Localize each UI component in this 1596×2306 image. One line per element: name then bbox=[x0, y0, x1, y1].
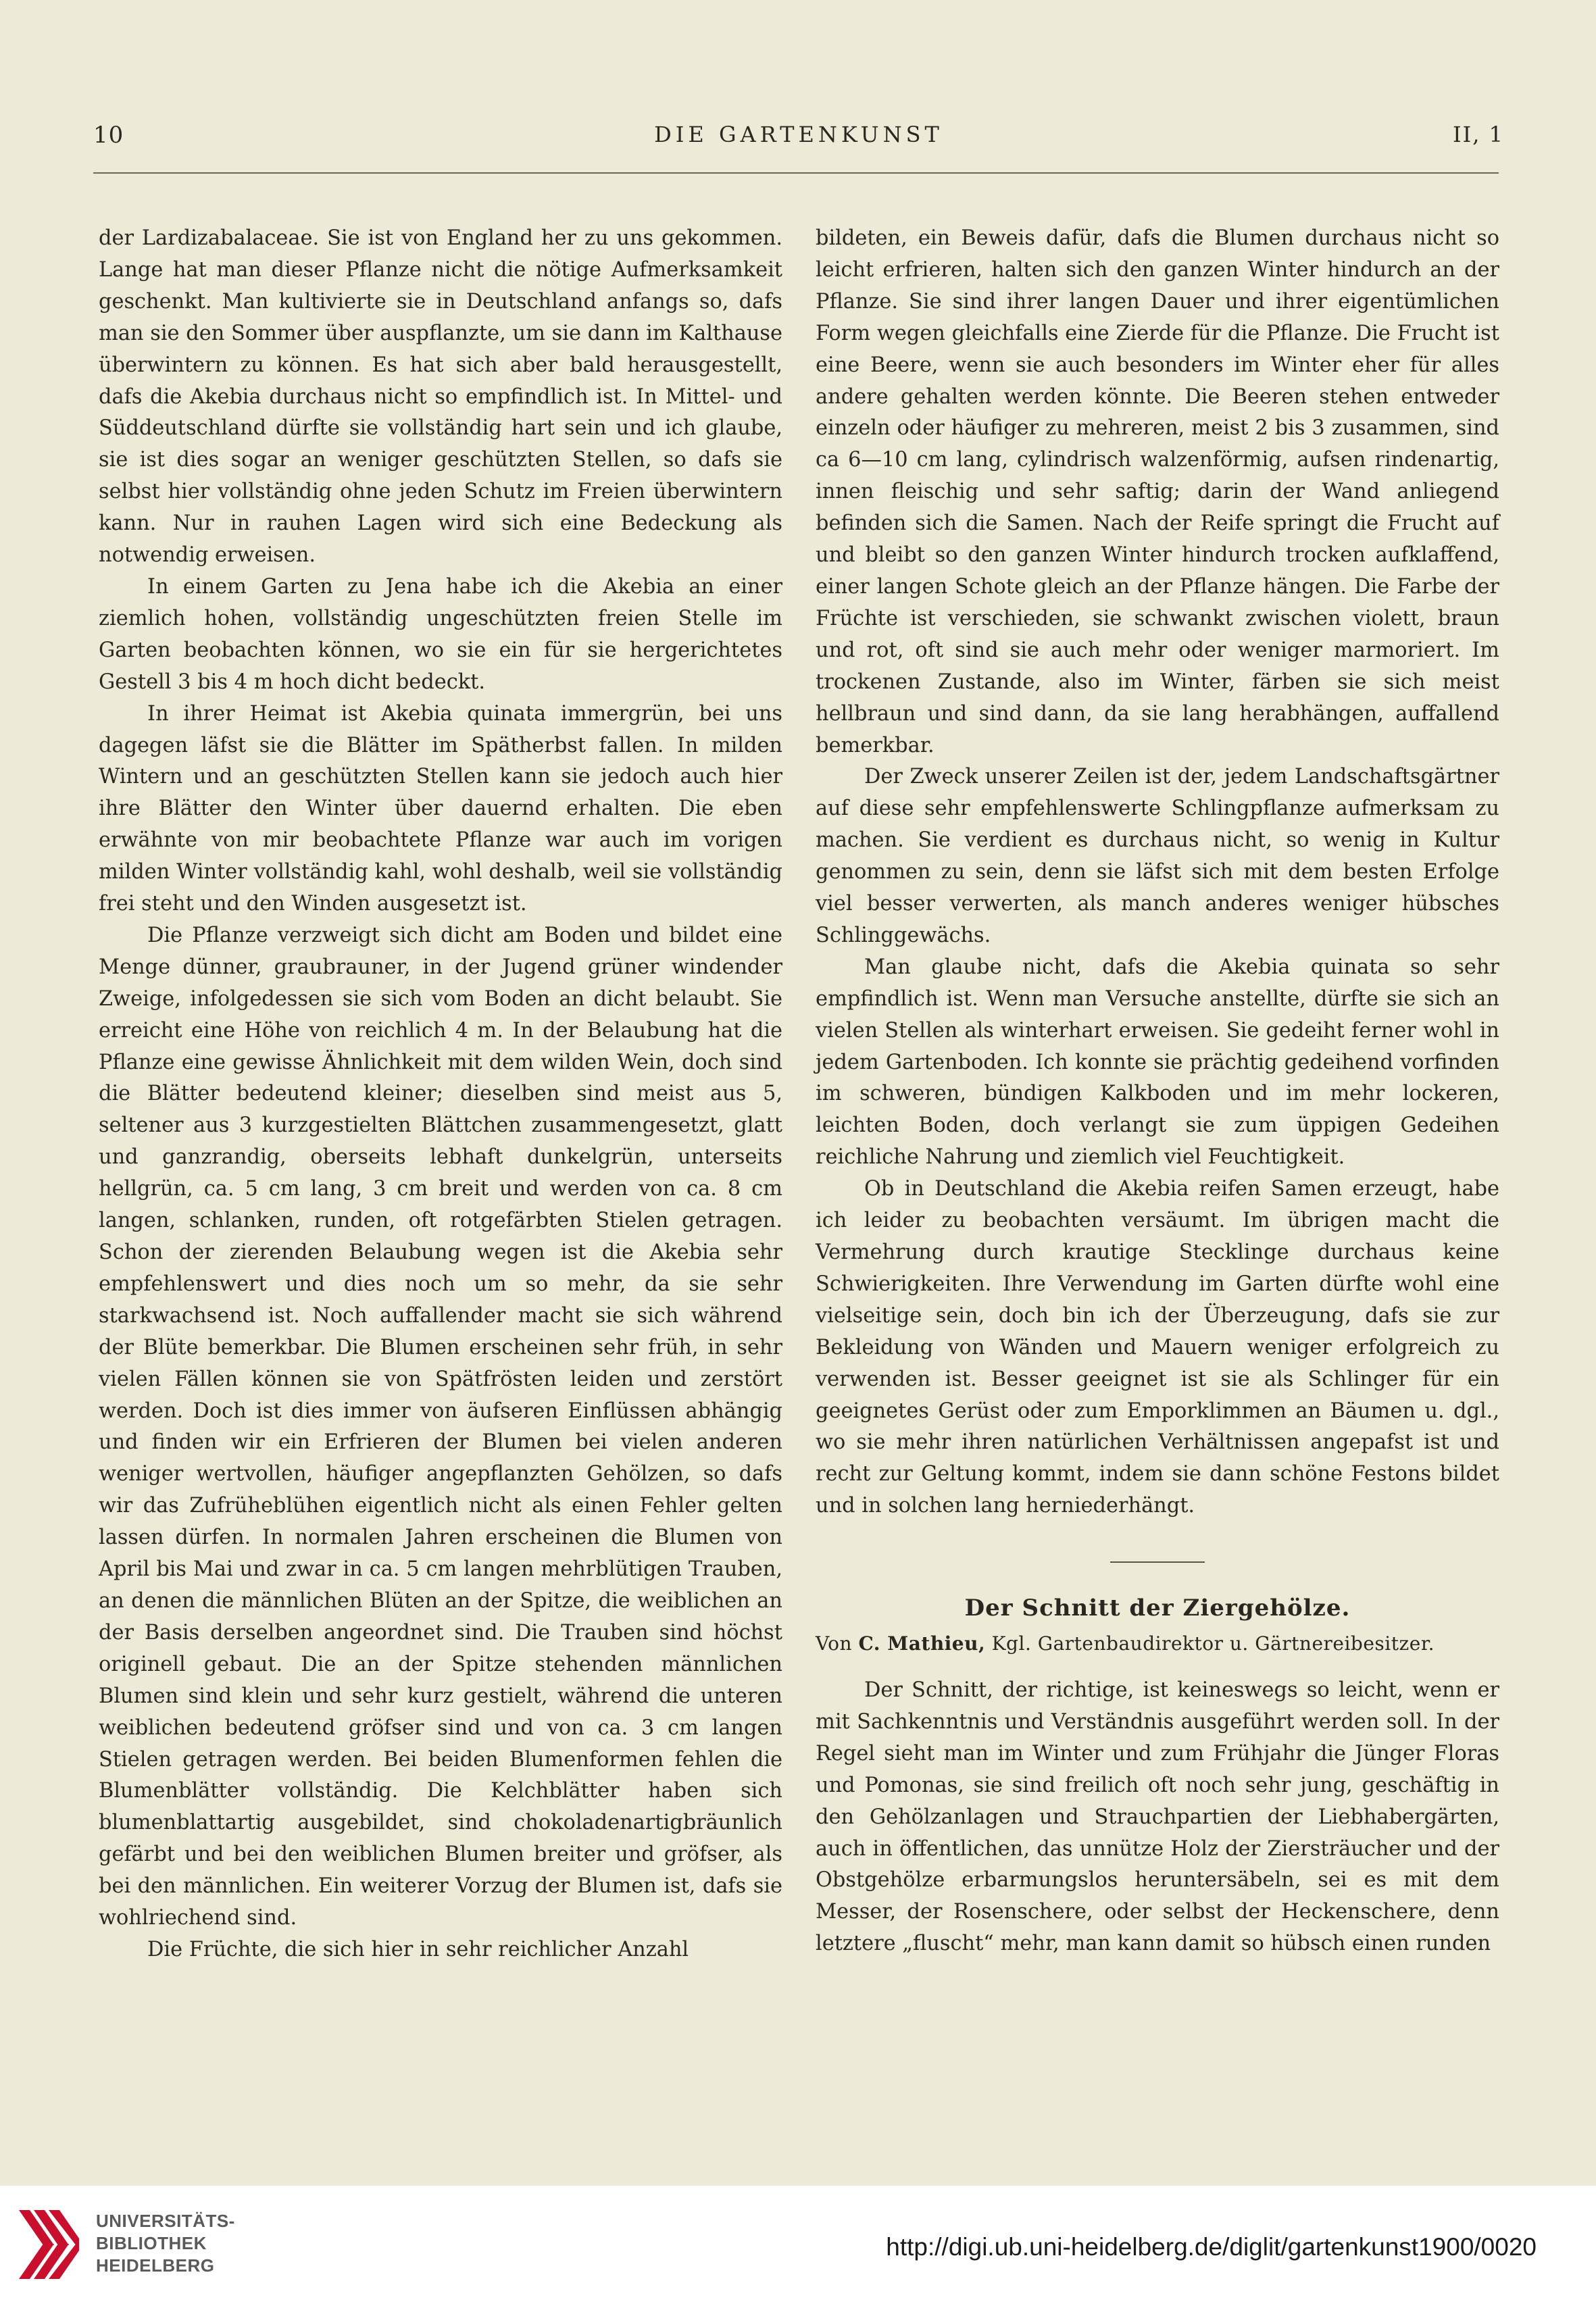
paragraph: bildeten, ein Beweis dafür, dafs die Blumen durchaus nicht so leicht erfrieren, halten sich den ganzen Winter hindurch an der Pflanze. Sie sind ihrer langen Dauer und ihrer eigentümlichen Form wegen gleichfalls eine Zierde für die Pflanze. Die Frucht ist eine Beere, wenn sie auch besonders im Winter eher für alles andere gehalten werden könnte. Die Beeren stehen entweder einzeln oder häufiger zu mehreren, meist 2 bis 3 zusammen, sind ca 6—10 cm lang, cylindrisch walzenförmig, aufsen rindenartig, innen fleischig und sehr saftig; darin der Wand anliegend befinden sich die Samen. Nach der Reife springt die Frucht auf und bleibt so den ganzen Winter hindurch trocken aufklaffend, einer langen Schote gleich an der Pflanze hängen. Die Farbe der Früchte ist verschieden, sie schwankt zwischen violett, braun und rot, oft sind sie auch mehr oder weniger marmoriert. Im trockenen Zustande, also im Winter, färben sie sich meist hellbraun und sind dann, da sie lang herabhängen, auffallend bemerkbar. bbox=[816, 226, 1499, 757]
library-name-line: BIBLIOTHEK bbox=[96, 2233, 207, 2253]
paragraph: Der Zweck unserer Zeilen ist der, jedem Landschaftsgärtner auf diese sehr empfehlenswerte Schlingpflanze aufmerksam zu machen. Sie verdient es durchaus nicht, so wenig in Kultur genommen zu sein, denn sie läfst sich mit dem besten Erfolge viel besser verwerten, als manch anderes weniger hübsches Schlinggewächs. bbox=[816, 765, 1499, 947]
digitization-footer bbox=[0, 2186, 1596, 2306]
paragraph: Die Pflanze verzweigt sich dicht am Boden und bildet eine Menge dünner, graubrauner, in der Jugend grüner windender Zweige, infolgedessen sie sich vom Boden an dicht belaubt. Sie erreicht eine Höhe von reichlich 4 m. In der Belaubung hat die Pflanze eine gewisse Ähnlichkeit mit dem wilden Wein, doch sind die Blätter bedeutend kleiner; dieselben sind meist aus 5, seltener aus 3 kurzgestielten Blättchen zusammengesetzt, glatt und ganzrandig, oberseits lebhaft dunkelgrün, unterseits hellgrün, ca. 5 cm lang, 3 cm breit und werden von ca. 8 cm langen, schlanken, runden, oft rotgefärbten Stielen getragen. Schon der zierenden Belaubung wegen ist die Akebia sehr empfehlenswert und dies noch um so mehr, da sie sehr starkwachsend ist. Noch auffallender macht sie sich während der Blüte bemerkbar. Die Blumen erscheinen sehr früh, in sehr vielen Fällen können sie von Spätfrösten leiden und zerstört werden. Doch ist dies immer von äufseren Einflüssen abhängig und finden wir ein Erfrieren der Blumen bei vielen anderen weniger wertvollen, häufiger angepflanzten Gehölzen, so dafs wir das Zufrüheblühen eigentlich nicht als einen Fehler gelten lassen dürfen. In normalen Jahren erscheinen die Blumen von April bis Mai und zwar in ca. 5 cm langen mehrblütigen Trauben, an denen die männlichen Blüten an der Spitze, die weiblichen an der Basis derselben angeordnet sind. Die Trauben sind höchst originell gebaut. Die an der Spitze stehenden männlichen Blumen sind klein und sehr kurz gestielt, während die unteren weiblichen bedeutend gröfser sind und von ca. 3 cm langen Stielen getragen werden. Bei beiden Blumenformen fehlen die Blumenblätter vollständig. Die Kelchblätter haben sich blumenblattartig ausgebildet, sind chokoladenartigbräunlich gefärbt und bei den weiblichen Blumen breiter und gröfser, als bei den männlichen. Ein weiterer Vorzug der Blumen ist, dafs sie wohlriechend sind. bbox=[99, 923, 782, 1930]
author-name: C. Mathieu, bbox=[858, 1632, 986, 1655]
library-name bbox=[96, 2210, 235, 2277]
running-header bbox=[93, 122, 1504, 162]
source-url-link[interactable]: http://digi.ub.uni-heidelberg.de/diglit/gartenkunst1900/0020 bbox=[886, 2233, 1537, 2261]
header-rule bbox=[93, 172, 1499, 174]
page-number: 10 bbox=[93, 122, 124, 149]
issue-number: II, 1 bbox=[1453, 122, 1504, 147]
article-title: Der Schnitt der Ziergehölze. bbox=[964, 1595, 1351, 1622]
author-title: Kgl. Gartenbaudirektor u. Gärtnereibesitzer. bbox=[991, 1632, 1435, 1655]
journal-title: DIE GARTENKUNST bbox=[654, 122, 943, 147]
section-separator bbox=[1110, 1561, 1205, 1563]
paragraph: Die Früchte, die sich hier in sehr reichlicher Anzahl bbox=[147, 1937, 689, 1961]
library-name-line: UNIVERSITÄTS- bbox=[96, 2211, 235, 2231]
ub-heidelberg-logo-icon bbox=[14, 2205, 84, 2284]
paragraph: In einem Garten zu Jena habe ich die Akebia an einer ziemlich hohen, vollständig ungeschützten freien Stelle im Garten beobachten können, wo sie ein für sie hergerichtetes Gestell 3 bis 4 m hoch dicht bedeckt. bbox=[99, 574, 782, 694]
paragraph: der Lardizabalaceae. Sie ist von England her zu uns gekommen. Lange hat man dieser Pflanze nicht die nötige Aufmerksamkeit geschenkt. Man kultivierte sie in Deutschland anfangs so, dafs man sie den Sommer über auspflanzte, um sie dann im Kalthause überwintern zu können. Es hat sich aber bald herausgestellt, dafs die Akebia durchaus nicht so empfindlich ist. In Mittel- und Süddeutschland dürfte sie vollständig hart sein und ich glaube, sie ist dies sogar an weniger geschützten Stellen, so dafs sie selbst hier vollständig ohne jeden Schutz im Freien überwintern kann. Nur in rauhen Lagen wird sich eine Bedeckung als notwendig erweisen. bbox=[99, 226, 782, 568]
paragraph: Man glaube nicht, dafs die Akebia quinata so sehr empfindlich ist. Wenn man Versuche anstellte, dürfte sie sich an vielen Stellen als winterhart erweisen. Sie gedeiht ferner wohl in jedem Gartenboden. Ich konnte sie prächtig gedeihend vorfinden im schweren, bündigen Kalkboden und im mehr lockeren, leichten Boden, doch verlangt sie zum üppigen Gedeihen reichliche Nahrung und ziemlich viel Feuchtigkeit. bbox=[816, 955, 1499, 1170]
paragraph: Der Schnitt, der richtige, ist keineswegs so leicht, wenn er mit Sachkenntnis und Verständnis ausgeführt werden soll. In der Regel sieht man im Winter und zum Frühjahr die Jünger Floras und Pomonas, sie sind freilich oft noch sehr jung, geschäftig in den Gehölzanlagen und Strauchpartien der Liebhabergärten, auch in öffentlichen, das unnütze Holz der Ziersträucher und der Obstgehölze erbarmungslos heruntersäbeln, sei es mit dem Messer, der Rosenschere, oder selbst der Heckenschere, denn letztere „fluscht“ mehr, man kann damit so hübsch einen runden bbox=[816, 1678, 1499, 1956]
library-name-line: HEIDELBERG bbox=[96, 2255, 215, 2276]
left-column bbox=[99, 223, 782, 1966]
right-column bbox=[816, 223, 1499, 1960]
byline bbox=[816, 1628, 1499, 1660]
byline-prefix: Von bbox=[816, 1632, 853, 1655]
paragraph: In ihrer Heimat ist Akebia quinata immergrün, bei uns dagegen läfst sie die Blätter im Spätherbst fallen. In milden Wintern und an geschützten Stellen kann sie jedoch auch hier ihre Blätter den Winter über dauernd erhalten. Die eben erwähnte von mir beobachtete Pflanze war auch im vorigen milden Winter vollständig kahl, wohl deshalb, weil sie vollständig frei steht und den Winden ausgesetzt ist. bbox=[99, 701, 782, 916]
paragraph: Ob in Deutschland die Akebia reifen Samen erzeugt, habe ich leider zu beobachten versäumt. Im übrigen macht die Vermehrung durch krautige Stecklinge durchaus keine Schwierigkeiten. Ihre Verwendung im Garten dürfte wohl eine vielseitige sein, doch bin ich der Überzeugung, dafs sie zur Bekleidung von Wänden und Mauern weniger erfolgreich zu verwenden ist. Besser geeignet ist sie als Schlinger für ein geeignetes Gerüst oder zum Emporklimmen an Bäumen u. dgl., wo sie mehr ihren natürlichen Verhältnissen angepafst ist und recht zur Geltung kommt, indem sie dann schöne Festons bildet und in solchen lang herniederhängt. bbox=[816, 1177, 1499, 1518]
